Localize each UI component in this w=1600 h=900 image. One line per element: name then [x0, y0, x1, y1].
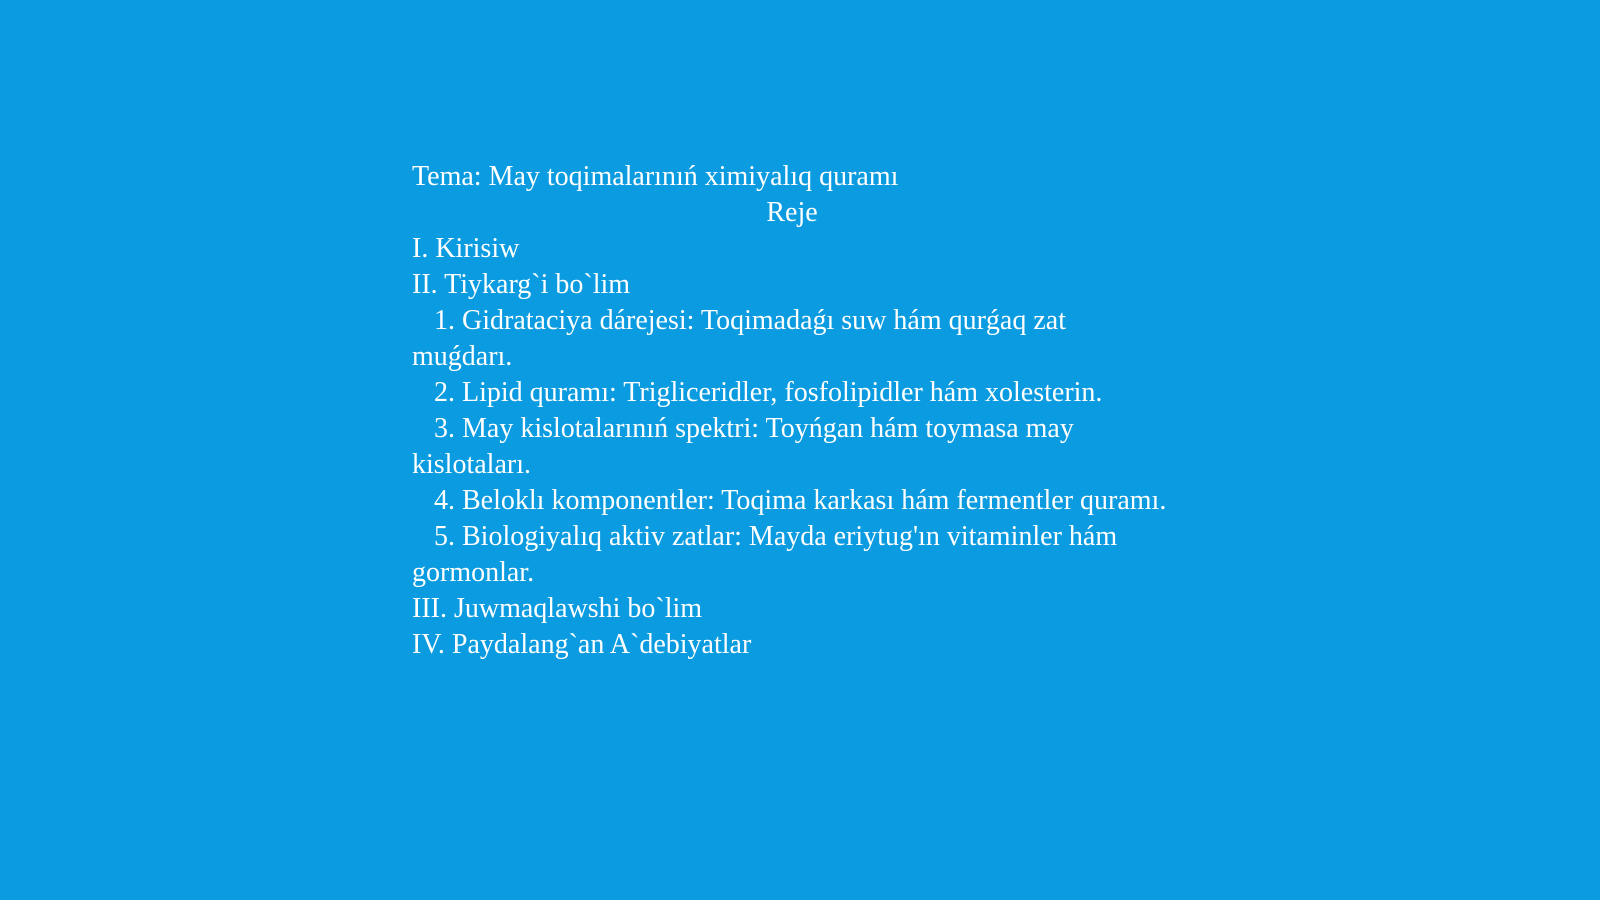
list-item: 4. Beloklı komponentler: Toqima karkası hám fermentler quramı.	[434, 485, 1167, 516]
section-intro: I. Kirisiw	[412, 233, 520, 264]
slide-content	[412, 159, 1172, 663]
section-references: IV. Paydalang`an A`debiyatlar	[412, 629, 752, 660]
section-main: II. Tiykarg`i bo`lim	[412, 269, 631, 300]
list-item: 2. Lipid quramı: Trigliceridler, fosfolipidler hám xolesterin.	[434, 377, 1103, 408]
list-item: 1. Gidrataciya dárejesi: Toqimadaǵı suw hám qurǵaq zat muǵdarı.	[412, 305, 1066, 372]
list-item: 3. May kislotalarınıń spektri: Toyńgan hám toymasa may kislotaları.	[412, 413, 1074, 480]
slide-title: Tema: May toqimalarınıń ximiyalıq quramı	[412, 161, 899, 192]
section-conclusion: III. Juwmaqlawshi bo`lim	[412, 593, 703, 624]
slide-subtitle: Reje	[766, 197, 818, 228]
list-item: 5. Biologiyalıq aktiv zatlar: Mayda eriytug'ın vitaminler hám gormonlar.	[412, 521, 1118, 588]
